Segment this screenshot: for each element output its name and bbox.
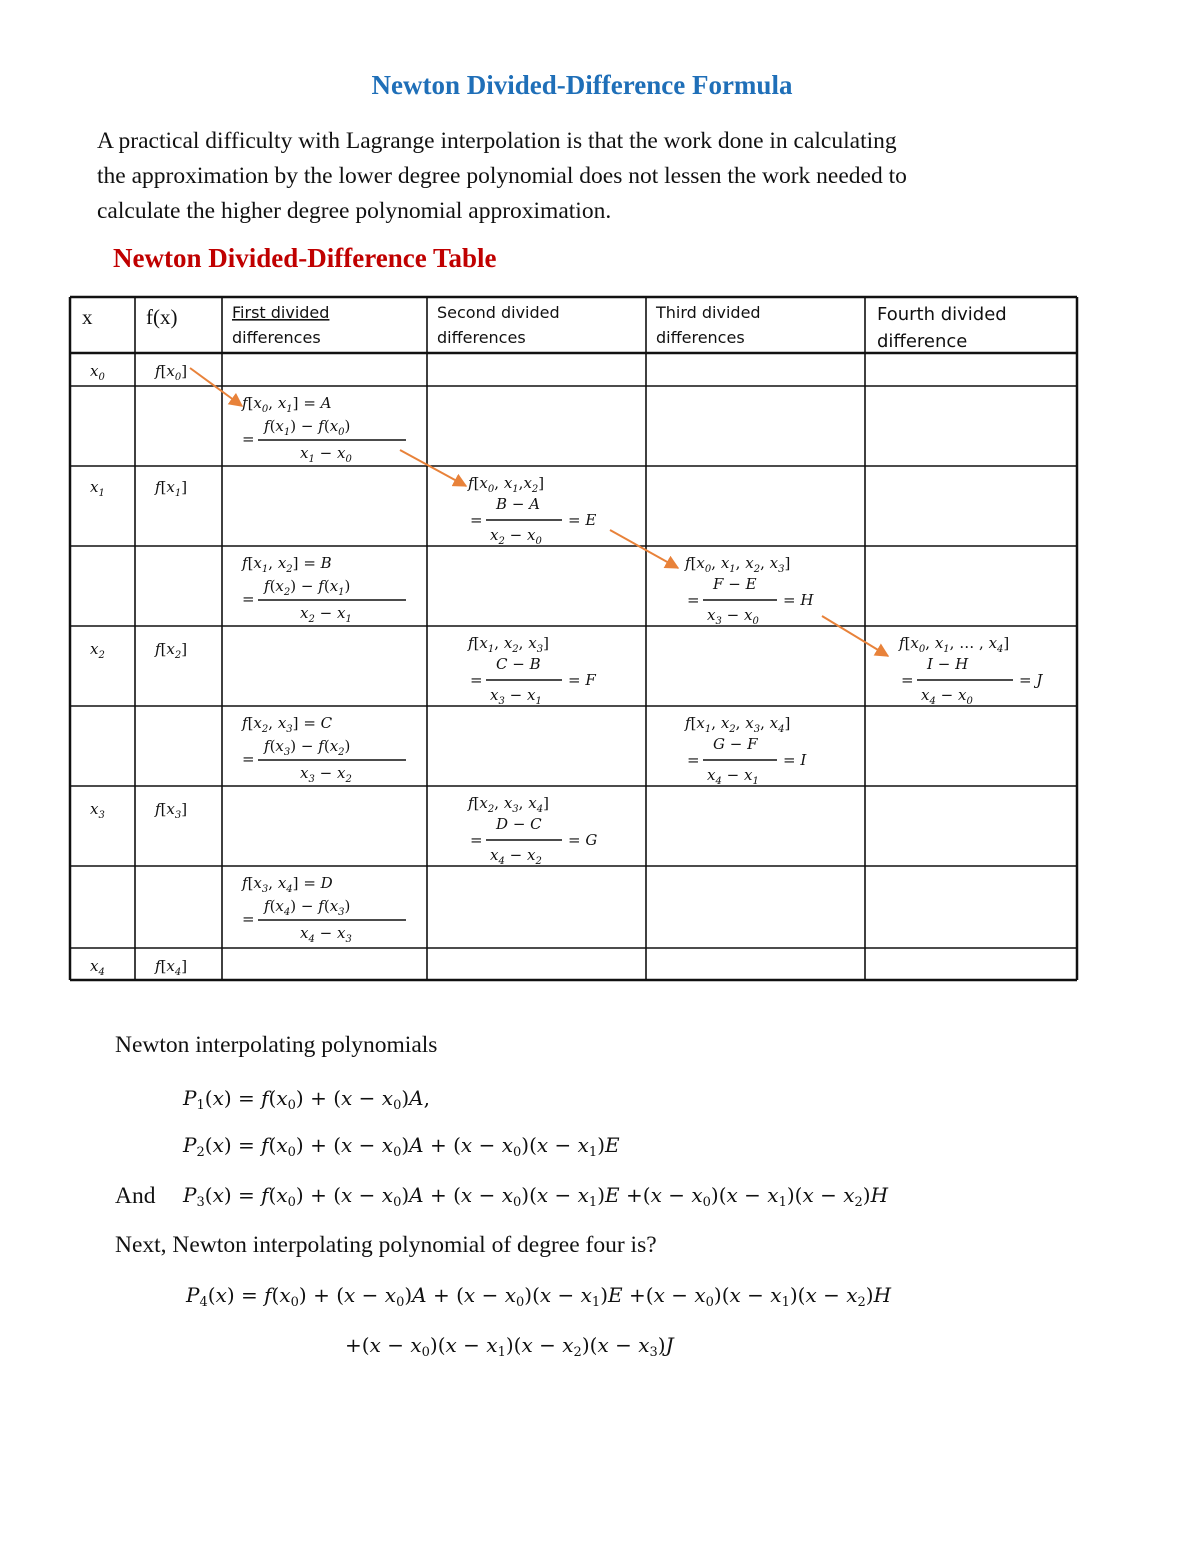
- polynomial-p1: $P_1(x) = f(x_0) + (x - x_0)A$,: [183, 1086, 430, 1113]
- table-cells: [82, 303, 1043, 978]
- header-second-line2: differences: [437, 328, 526, 347]
- second-diff-label-1: $f[x_1$, $x_2$, $x_3$]: [468, 634, 549, 655]
- first-diff-denominator-3: $x_4 - x_3$: [300, 924, 352, 945]
- first-diff-numerator-1: $f(x_2) - f(x_1)$: [264, 577, 351, 598]
- third-diff-equals-1: =: [687, 751, 700, 769]
- third-diff-label-1: $f[x_1$, $x_2$, $x_3$, $x_4$]: [685, 714, 791, 735]
- second-diff-denominator-1: $x_3 - x_1$: [490, 686, 542, 707]
- arrow-to-third-diff: [610, 530, 678, 568]
- first-diff-numerator-3: $f(x_4) - f(x_3)$: [264, 897, 351, 918]
- first-diff-label-0: $f[x_0$, $x_1] = A$: [242, 394, 332, 415]
- polynomial-p4-line1: $P_4(x) = f(x_0) + (x - x_0)A + (x - x_0)(x - x_1)E +(x - x_0)(x - x_1)(x - x_2)H$: [186, 1283, 892, 1310]
- third-diff-result-1: = I: [783, 751, 807, 769]
- polynomials-heading: Newton interpolating polynomials: [115, 1032, 438, 1058]
- x-value-2: $x_2$: [90, 640, 105, 661]
- arrow-to-fourth-diff: [822, 616, 888, 656]
- first-diff-equals-3: =: [242, 910, 255, 928]
- intro-line-3: calculate the higher degree polynomial approximation.: [97, 198, 612, 224]
- second-diff-label-0: $f[x_0$, $x_1,x_2$]: [468, 474, 545, 495]
- fourth-diff-numerator-0: I − H: [927, 655, 969, 673]
- third-diff-denominator-1: $x_4 - x_1$: [707, 766, 759, 787]
- x-value-3: $x_3$: [90, 800, 105, 821]
- second-diff-denominator-2: $x_4 - x_2$: [490, 846, 542, 867]
- first-diff-numerator-0: $f(x_1) - f(x_0)$: [264, 417, 351, 438]
- second-diff-equals-0: =: [470, 511, 483, 529]
- x-value-4: $x_4$: [90, 957, 105, 978]
- x-value-1: $x_1$: [90, 478, 105, 499]
- second-diff-result-0: = E: [568, 511, 597, 529]
- f-value-0: $f[x_0]$: [155, 362, 188, 383]
- second-diff-equals-1: =: [470, 671, 483, 689]
- header-fx: f(x): [146, 305, 178, 329]
- header-fourth-line2: difference: [877, 331, 968, 352]
- polynomial-p4-line2: $+(x - x_0)(x - x_1)(x - x_2)(x - x_3)J$: [345, 1333, 674, 1360]
- second-diff-result-2: = G: [568, 831, 598, 849]
- third-diff-numerator-1: G − F: [713, 735, 758, 753]
- polynomial-p2: $P_2(x) = f(x_0) + (x - x_0)A + (x - x_0)(x - x_1)E$: [183, 1133, 620, 1160]
- first-diff-label-3: $f[x_3$, $x_4] = D$: [242, 874, 333, 895]
- header-third-line2: differences: [656, 328, 745, 347]
- second-diff-numerator-0: B − A: [496, 495, 541, 513]
- f-value-4: $f[x_4]$: [155, 957, 188, 978]
- next-question: Next, Newton interpolating polynomial of degree four is?: [115, 1232, 657, 1258]
- second-diff-numerator-1: C − B: [496, 655, 541, 673]
- x-value-0: $x_0$: [90, 362, 105, 383]
- first-diff-numerator-2: $f(x_3) - f(x_2)$: [264, 737, 351, 758]
- header-second-line1: Second divided: [437, 303, 560, 322]
- second-diff-equals-2: =: [470, 831, 483, 849]
- intro-line-1: A practical difficulty with Lagrange interpolation is that the work done in calculating: [97, 128, 897, 154]
- fourth-diff-label-0: $f[x_0$, $x_1$, … , $x_4$]: [899, 634, 1010, 655]
- header-first-line1: First divided: [232, 303, 330, 322]
- arrow-to-first-diff: [190, 368, 242, 406]
- f-value-1: $f[x_1]$: [155, 478, 188, 499]
- fourth-diff-denominator-0: $x_4 - x_0$: [921, 686, 973, 707]
- intro-line-2: the approximation by the lower degree polynomial does not lessen the work needed to: [97, 163, 907, 189]
- third-diff-numerator-0: F − E: [713, 575, 757, 593]
- f-value-3: $f[x_3]$: [155, 800, 188, 821]
- and-label: And: [115, 1183, 156, 1209]
- first-diff-label-1: $f[x_1$, $x_2] = B$: [242, 554, 332, 575]
- second-diff-denominator-0: $x_2 - x_0$: [490, 526, 542, 547]
- third-diff-denominator-0: $x_3 - x_0$: [707, 606, 759, 627]
- polynomial-p3: $P_3(x) = f(x_0) + (x - x_0)A + (x - x_0)(x - x_1)E +(x - x_0)(x - x_1)(x - x_2)H$: [183, 1183, 889, 1210]
- table-title: Newton Divided-Difference Table: [113, 243, 497, 273]
- fourth-diff-result-0: = J: [1019, 671, 1043, 689]
- first-diff-equals-0: =: [242, 430, 255, 448]
- header-fourth-line1: Fourth divided: [877, 304, 1007, 325]
- header-first-line2: differences: [232, 328, 321, 347]
- page-title: Newton Divided-Difference Formula: [371, 70, 793, 100]
- first-diff-equals-2: =: [242, 750, 255, 768]
- header-x: x: [82, 305, 93, 329]
- second-diff-result-1: = F: [568, 671, 596, 689]
- first-diff-denominator-0: $x_1 - x_0$: [300, 444, 352, 465]
- third-diff-result-0: = H: [783, 591, 814, 609]
- first-diff-equals-1: =: [242, 590, 255, 608]
- f-value-2: $f[x_2]$: [155, 640, 188, 661]
- third-diff-equals-0: =: [687, 591, 700, 609]
- first-diff-denominator-2: $x_3 - x_2$: [300, 764, 352, 785]
- first-diff-label-2: $f[x_2$, $x_3] = C$: [242, 714, 333, 735]
- header-third-line1: Third divided: [656, 303, 761, 322]
- first-diff-denominator-1: $x_2 - x_1$: [300, 604, 352, 625]
- fourth-diff-equals-0: =: [901, 671, 914, 689]
- second-diff-label-2: $f[x_2$, $x_3$, $x_4$]: [468, 794, 549, 815]
- second-diff-numerator-2: D − C: [496, 815, 542, 833]
- third-diff-label-0: $f[x_0$, $x_1$, $x_2$, $x_3$]: [685, 554, 791, 575]
- arrow-to-second-diff: [400, 450, 466, 486]
